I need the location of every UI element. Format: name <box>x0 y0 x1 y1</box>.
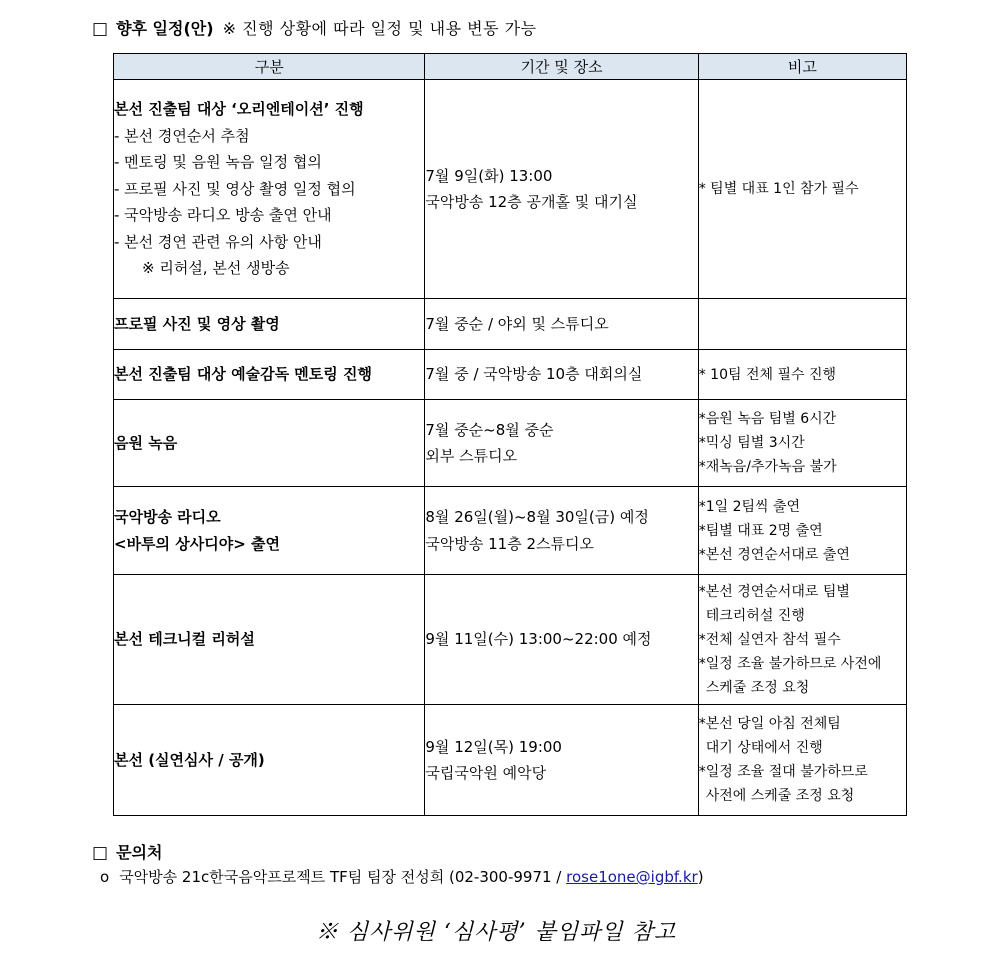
row-remarks <box>698 400 906 487</box>
row-category <box>114 350 425 400</box>
remark-continued: 스케줄 조정 요청 <box>705 679 810 696</box>
period-date: 7월 중순 / 야외 및 스튜디오 <box>425 314 609 333</box>
period-place: 국악방송 11층 2스튜디오 <box>425 534 594 553</box>
category-item: - 프로필 사진 및 영상 촬영 일정 협의 <box>114 179 356 198</box>
category-title: 본선 테크니컬 리허설 <box>114 630 255 649</box>
category-title: 본선 (실연심사 / 공개) <box>114 750 265 769</box>
period-date: 7월 중순~8월 중순 <box>425 420 554 439</box>
table-row <box>114 705 907 816</box>
row-category <box>114 299 425 350</box>
period-place: 국악방송 12층 공개홀 및 대기실 <box>425 193 638 211</box>
contact-info <box>100 866 704 887</box>
period-date: 7월 중 / 국악방송 10층 대회의실 <box>425 365 643 384</box>
header-remarks: 비고 <box>698 54 906 80</box>
remark: * 10팀 전체 필수 진행 <box>698 366 837 383</box>
footer-note: ※ 심사위원 ‘심사평’ 붙임파일 참고 <box>315 920 677 945</box>
remark: *일정 조율 절대 불가하므로 <box>698 764 868 780</box>
row-remarks <box>698 80 906 299</box>
remark: * 팀별 대표 1인 참가 필수 <box>698 181 859 197</box>
row-period <box>425 487 698 575</box>
category-title: 본선 진출팀 대상 ‘오리엔테이션’ 진행 <box>114 100 364 119</box>
contact-section-title <box>92 840 162 863</box>
contact-email-link[interactable]: rose1one@igbf.kr <box>566 868 698 886</box>
remark: *음원 녹음 팀별 6시간 <box>698 411 837 427</box>
category-item: - 국악방송 라디오 방송 출연 안내 <box>114 206 332 225</box>
remark: *믹싱 팀별 3시간 <box>698 435 805 451</box>
remark: *재녹음/추가녹음 불가 <box>698 459 837 475</box>
category-item: - 본선 경연 관련 유의 사항 안내 <box>114 232 322 251</box>
table-row <box>114 487 907 575</box>
remark: *팀별 대표 2명 출연 <box>698 522 823 539</box>
row-period <box>425 705 698 816</box>
row-remarks <box>698 299 906 350</box>
contact-text: 국악방송 21c한국음악프로젝트 TF팀 팀장 전성희 (02-300-9971 / <box>119 868 567 886</box>
remark: *본선 당일 아침 전체팀 <box>698 716 841 732</box>
row-period <box>425 350 698 400</box>
table-row <box>114 575 907 705</box>
category-title-2: <바투의 상사디야> 출연 <box>114 534 280 553</box>
row-category <box>114 705 425 816</box>
period-date: 9월 11일(수) 13:00~22:00 예정 <box>425 630 652 649</box>
checkbox-square-icon: □ <box>92 19 109 39</box>
period-place: 외부 스튜디오 <box>425 447 518 465</box>
remark-continued: 사전에 스케줄 조정 요청 <box>705 788 855 804</box>
remark: *일정 조율 불가하므로 사전에 <box>698 655 882 672</box>
checkbox-square-icon: □ <box>92 843 109 863</box>
category-title: 음원 녹음 <box>114 433 178 452</box>
period-date: 8월 26일(월)~8월 30일(금) 예정 <box>425 508 649 526</box>
row-period <box>425 80 698 299</box>
category-item: - 멘토링 및 음원 녹음 일정 협의 <box>114 153 322 172</box>
section-note: ※ 진행 상황에 따라 일정 및 내용 변동 가능 <box>222 19 537 38</box>
row-category <box>114 80 425 299</box>
row-category <box>114 400 425 487</box>
category-title: 프로필 사진 및 영상 촬영 <box>114 314 280 333</box>
category-note: ※ 리허설, 본선 생방송 <box>142 259 290 278</box>
table-row <box>114 350 907 400</box>
period-date: 7월 9일(화) 13:00 <box>425 166 553 185</box>
period-date: 9월 12일(목) 19:00 <box>425 737 562 756</box>
row-remarks <box>698 487 906 575</box>
table-header-row <box>114 54 907 80</box>
category-item: - 본선 경연순서 추첨 <box>114 126 250 145</box>
header-category: 구분 <box>114 54 425 80</box>
remark: *본선 경연순서대로 출연 <box>698 546 850 563</box>
remark: *본선 경연순서대로 팀별 <box>698 583 850 600</box>
row-remarks <box>698 705 906 816</box>
table-row <box>114 400 907 487</box>
row-category <box>114 487 425 575</box>
category-title: 본선 진출팀 대상 예술감독 멘토링 진행 <box>114 365 372 384</box>
header-period-place: 기간 및 장소 <box>425 54 698 80</box>
row-remarks <box>698 575 906 705</box>
contact-close-paren: ) <box>697 868 704 886</box>
bullet-icon: o <box>100 868 110 886</box>
category-title: 국악방송 라디오 <box>114 508 221 526</box>
row-remarks <box>698 350 906 400</box>
remark-continued: 테크리허설 진행 <box>705 607 805 624</box>
remark: *전체 실연자 참석 필수 <box>698 631 841 648</box>
row-period <box>425 400 698 487</box>
period-place: 국립국악원 예악당 <box>425 764 547 782</box>
schedule-section-title <box>92 18 537 40</box>
remark: *1일 2팀씩 출연 <box>698 498 801 515</box>
table-row <box>114 80 907 299</box>
section-heading: 향후 일정(안) <box>116 19 214 38</box>
remark-continued: 대기 상태에서 진행 <box>705 740 823 756</box>
schedule-table <box>113 53 907 816</box>
row-period <box>425 299 698 350</box>
row-period <box>425 575 698 705</box>
row-category <box>114 575 425 705</box>
table-row <box>114 299 907 350</box>
contact-heading: 문의처 <box>116 843 163 862</box>
